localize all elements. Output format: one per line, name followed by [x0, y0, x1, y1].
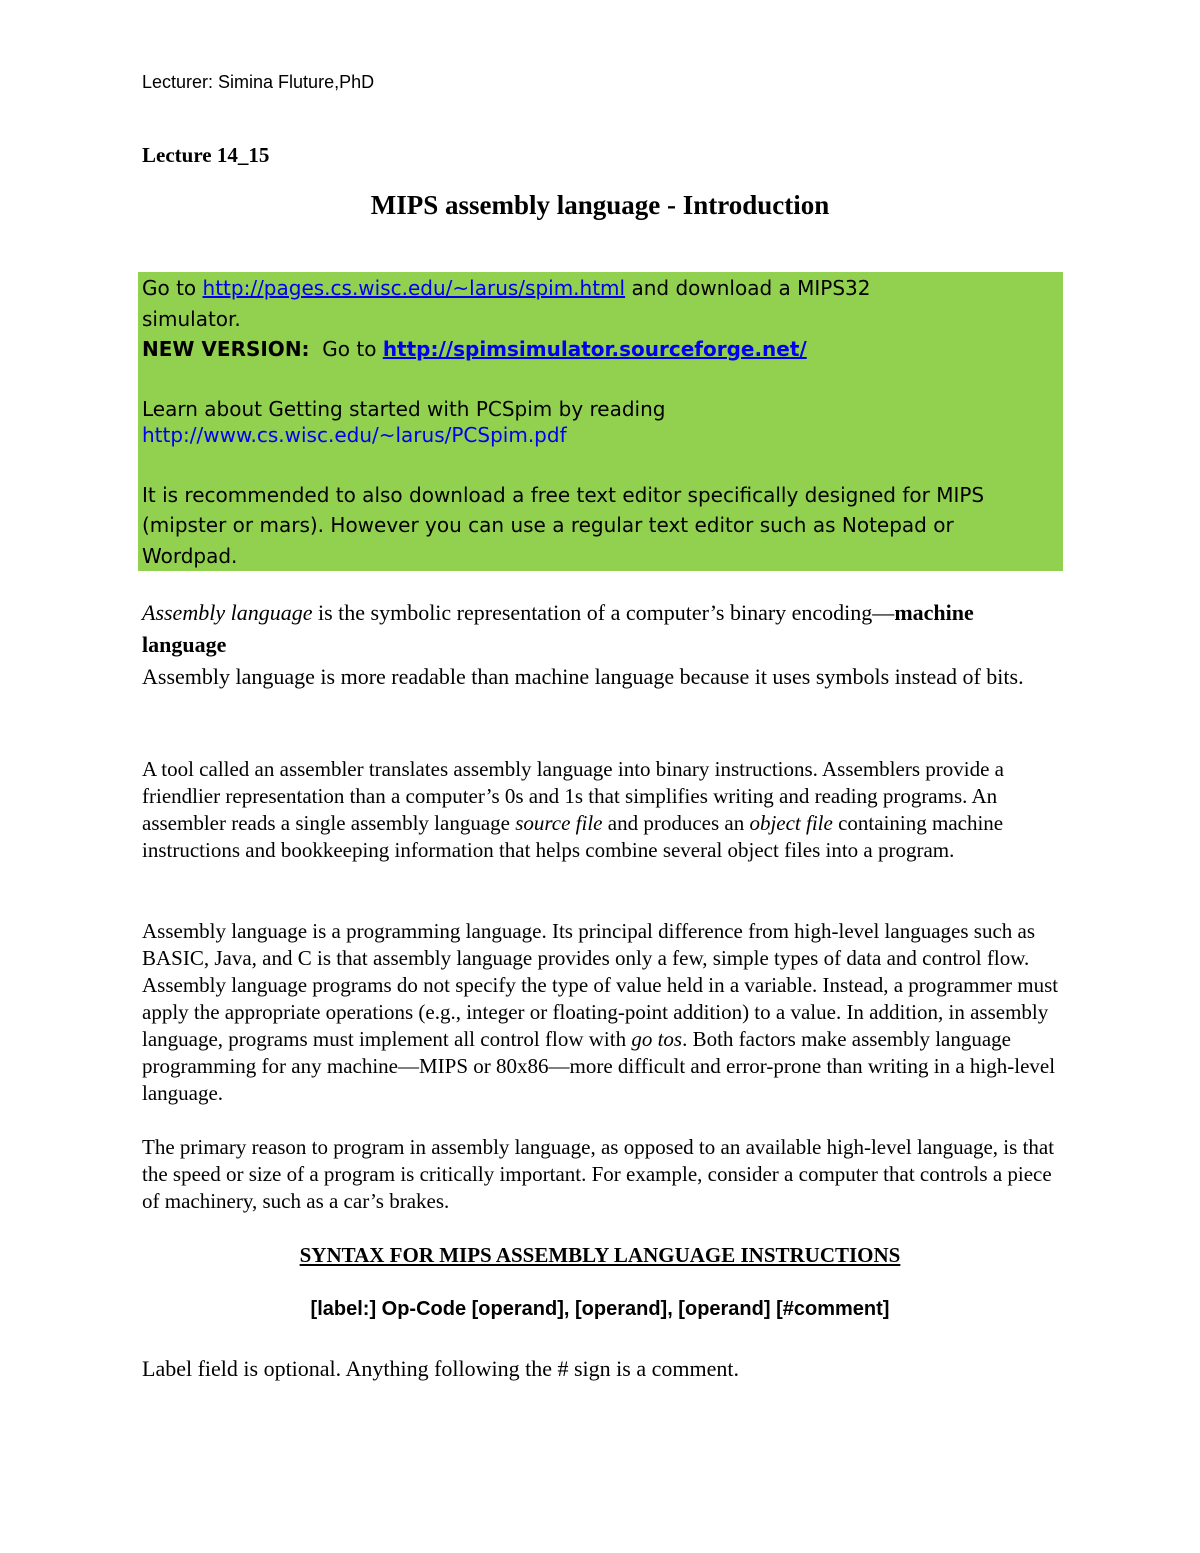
- reason-paragraph: The primary reason to program in assembly language, as opposed to an available high-level language, is that the speed or size of a program is critically important. For example, consider a computer that controls a piece of machinery, such as a car’s brakes.: [142, 1135, 1055, 1213]
- info-line-simulator: simulator.: [142, 307, 241, 331]
- info-line-recommend-2: (mipster or mars). However you can use a regular text editor such as Notepad or: [142, 513, 954, 537]
- spim-link[interactable]: http://pages.cs.wisc.edu/~larus/spim.html: [202, 276, 626, 300]
- syntax-format: [label:] Op-Code [operand], [operand], [operand] [#comment]: [310, 1298, 890, 1320]
- intro-definition: [142, 597, 1062, 661]
- spimsimulator-link[interactable]: http://spimsimulator.sourceforge.net/: [382, 337, 807, 361]
- new-version-label: NEW VERSION:: [142, 337, 310, 361]
- source-file-term: source file: [515, 811, 603, 835]
- download-text: and download a MIPS32: [625, 276, 871, 300]
- lecturer-name: Lecturer: Simina Fluture,PhD: [142, 72, 375, 92]
- go-tos-term: go tos: [631, 1027, 683, 1051]
- info-line-download: [142, 273, 871, 303]
- label-field-note: Label field is optional. Anything following the # sign is a comment.: [142, 1356, 739, 1381]
- object-file-term: object file: [749, 811, 833, 835]
- intro-readability: Assembly language is more readable than machine language because it uses symbols instead of bits.: [142, 664, 1024, 689]
- assembler-text-2: and produces an: [602, 811, 750, 835]
- new-version-go-text: Go to: [309, 337, 383, 361]
- go-to-text: Go to: [142, 276, 203, 300]
- info-line-learn: Learn about Getting started with PCSpim by reading: [142, 397, 666, 421]
- assembler-paragraph: [142, 756, 1062, 864]
- language-text-1: Assembly language is a programming language. Its principal difference from high-level languages such as BASIC, Java, and C is that assembly language provides only a few, simple types of data and control flow. Assembly language programs do not specify the type of value held in a variable. Instead, a programmer must apply the appropriate operations (e.g., integer or floating-point addition) to a value. In addition, in assembly language, programs must implement all control flow with: [142, 919, 1059, 1051]
- machine-language-term: machine language: [142, 600, 974, 657]
- language-text-2: . Both factors make assembly language programming for any machine—MIPS or 80x86—more difficult and error-prone than writing in a high-level language.: [142, 1027, 1056, 1105]
- info-line-pcspim: [142, 420, 567, 450]
- assembler-text-3: containing machine instructions and bookkeeping information that helps combine several object files into a program.: [142, 811, 1004, 862]
- lecture-number: Lecture 14_15: [142, 143, 270, 167]
- info-line-new-version: [142, 334, 807, 364]
- assembly-language-term: Assembly language: [142, 600, 313, 625]
- page-title: MIPS assembly language - Introduction: [370, 190, 830, 220]
- definition-text: is the symbolic representation of a computer’s binary encoding—: [312, 600, 895, 625]
- info-line-recommend-1: It is recommended to also download a free text editor specifically designed for MIPS: [142, 483, 985, 507]
- pcspim-link[interactable]: http://www.cs.wisc.edu/~larus/PCSpim.pdf: [142, 423, 567, 447]
- assembler-text-1: A tool called an assembler translates assembly language into binary instructions. Assemblers provide a friendlier representation than a computer’s 0s and 1s that simplifies writing and reading programs. An assembler reads a single assembly language: [142, 757, 1004, 835]
- syntax-heading: SYNTAX FOR MIPS ASSEMBLY LANGUAGE INSTRUCTIONS: [299, 1243, 901, 1267]
- language-paragraph: [142, 918, 1062, 1107]
- info-line-recommend-3: Wordpad.: [142, 544, 238, 568]
